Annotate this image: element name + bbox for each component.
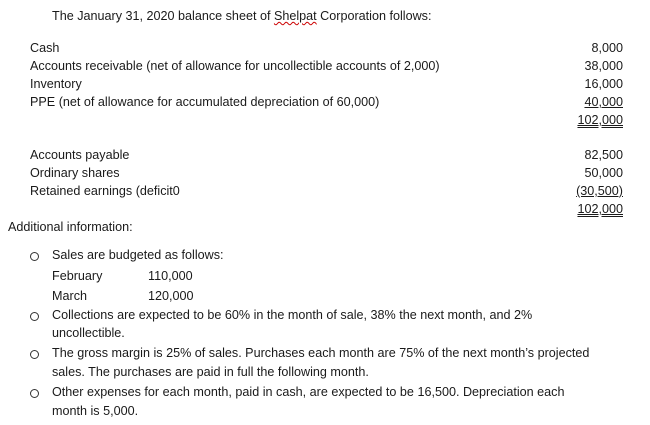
bullet-circle-icon <box>30 252 39 261</box>
page-title: The January 31, 2020 balance sheet of Shelpat Corporation follows: <box>52 9 432 23</box>
sales-month-march: March <box>52 289 87 303</box>
sales-intro: Sales are budgeted as follows: <box>52 248 224 262</box>
other-expenses-line-2: month is 5,000. <box>52 404 139 418</box>
gross-margin-line-1: The gross margin is 25% of sales. Purchases each month are 75% of the next month’s projected <box>52 346 590 360</box>
company-name: Shelpat <box>273 9 317 23</box>
bullet-circle-icon <box>30 312 39 321</box>
gross-margin-line-2: sales. The purchases are paid in full the following month. <box>52 365 369 379</box>
equity-label-retained: Retained earnings (deficit0 <box>30 184 180 198</box>
bullet-circle-icon <box>30 389 39 398</box>
equity-value-shares: 50,000 <box>584 166 623 180</box>
liabilities-total: 102,000 <box>577 202 623 216</box>
collections-line-2: uncollectible. <box>52 326 125 340</box>
asset-label-inventory: Inventory <box>30 77 82 91</box>
asset-value-inventory: 16,000 <box>584 77 623 91</box>
asset-label-receivable: Accounts receivable (net of allowance for uncollectible accounts of 2,000) <box>30 59 440 73</box>
asset-value-ppe: 40,000 <box>584 95 623 109</box>
asset-value-receivable: 38,000 <box>584 59 623 73</box>
sales-amount-february: 110,000 <box>148 269 193 283</box>
additional-heading: Additional information: <box>8 220 133 234</box>
collections-line-1: Collections are expected to be 60% in the month of sale, 38% the next month, and 2% <box>52 308 533 322</box>
equity-label-shares: Ordinary shares <box>30 166 120 180</box>
sales-amount-march: 120,000 <box>148 289 194 303</box>
asset-label-cash: Cash <box>30 41 60 55</box>
assets-total: 102,000 <box>577 113 623 127</box>
liability-value-payable: 82,500 <box>584 148 623 162</box>
asset-value-cash: 8,000 <box>591 41 623 55</box>
liability-label-payable: Accounts payable <box>30 148 130 162</box>
other-expenses-line-1: Other expenses for each month, paid in cash, are expected to be 16,500. Depreciation each <box>52 385 565 399</box>
asset-label-ppe: PPE (net of allowance for accumulated depreciation of 60,000) <box>30 95 380 109</box>
equity-value-retained: (30,500) <box>576 184 623 198</box>
sales-month-february: February <box>52 269 103 283</box>
bullet-circle-icon <box>30 350 39 359</box>
